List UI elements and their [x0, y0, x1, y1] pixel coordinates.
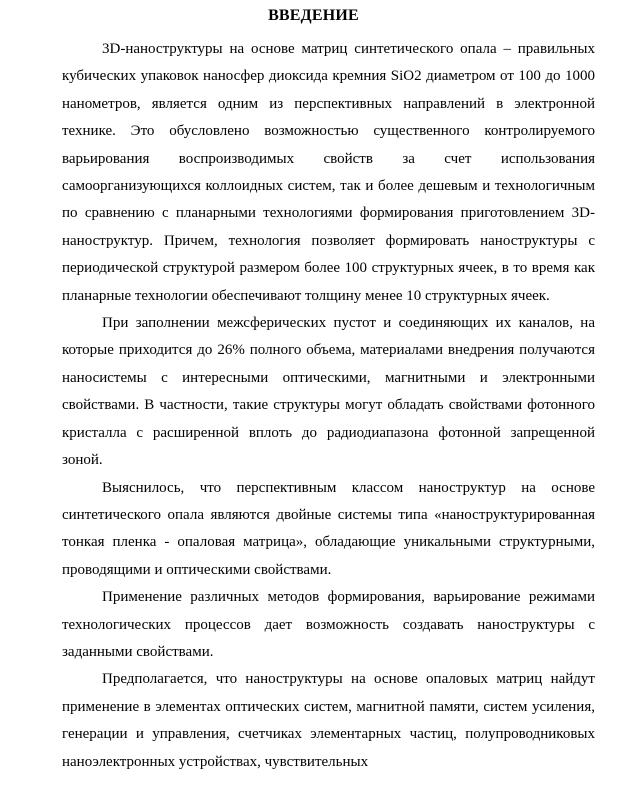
- paragraph-applications: Предполагается, что наноструктуры на основе опаловых матриц найдут применение в элементах оптических систем, магнитной памяти, систем усиления, генерации и управления, счетчиках элементарных частиц, полупроводниковых наноэлектронных устройствах, чувствительных: [62, 671, 595, 770]
- paragraph-intersphere-voids: При заполнении межсферических пустот и соединяющих их каналов, на которые приходится до 26% полного объема, материалами внедрения получаются наносистемы с интересными оптическими, магнитными и электронными свойствами. В частности, такие структуры могут обладать свойствами фотонного кристалла с расширенной вплоть до радиодиапазона фотонной запрещенной зоной.: [62, 315, 595, 469]
- document-title: ВВЕДЕНИЕ: [268, 7, 359, 24]
- paragraph-double-systems: Выяснилось, что перспективным классом наноструктур на основе синтетического опала являются двойные системы типа «наноструктурированная тонкая пленка - опаловая матрица», обладающие уникальными структурными, проводящими и оптическими свойствами.: [62, 479, 595, 578]
- paragraph-formation-methods: Применение различных методов формирования, варьирование режимами технологических процессов дает возможность создавать наноструктуры с заданными свойствами.: [62, 589, 595, 660]
- document-body: [62, 36, 595, 776]
- paragraph-opal-matrices: 3D-наноструктуры на основе матриц синтетического опала – правильных кубических упаковок наносфер диоксида кремния SiO2 диаметром от 100 до 1000 нанометров, является одним из перспективных направлений в электронной технике. Это обусловлено возможностью существенного контролируемого варьирования воспроизводимых свойств за счет использования самоорганизующихся коллоидных систем, так и более дешевым и технологичным по сравнению с планарными технологиями формирования приготовлением 3D-наноструктур. Причем, технология позволяет формировать наноструктуры с периодической структурой размером более 100 структурных ячеек, в то время как планарные технологии обеспечивают толщину менее 10 структурных ячеек.: [62, 41, 595, 304]
